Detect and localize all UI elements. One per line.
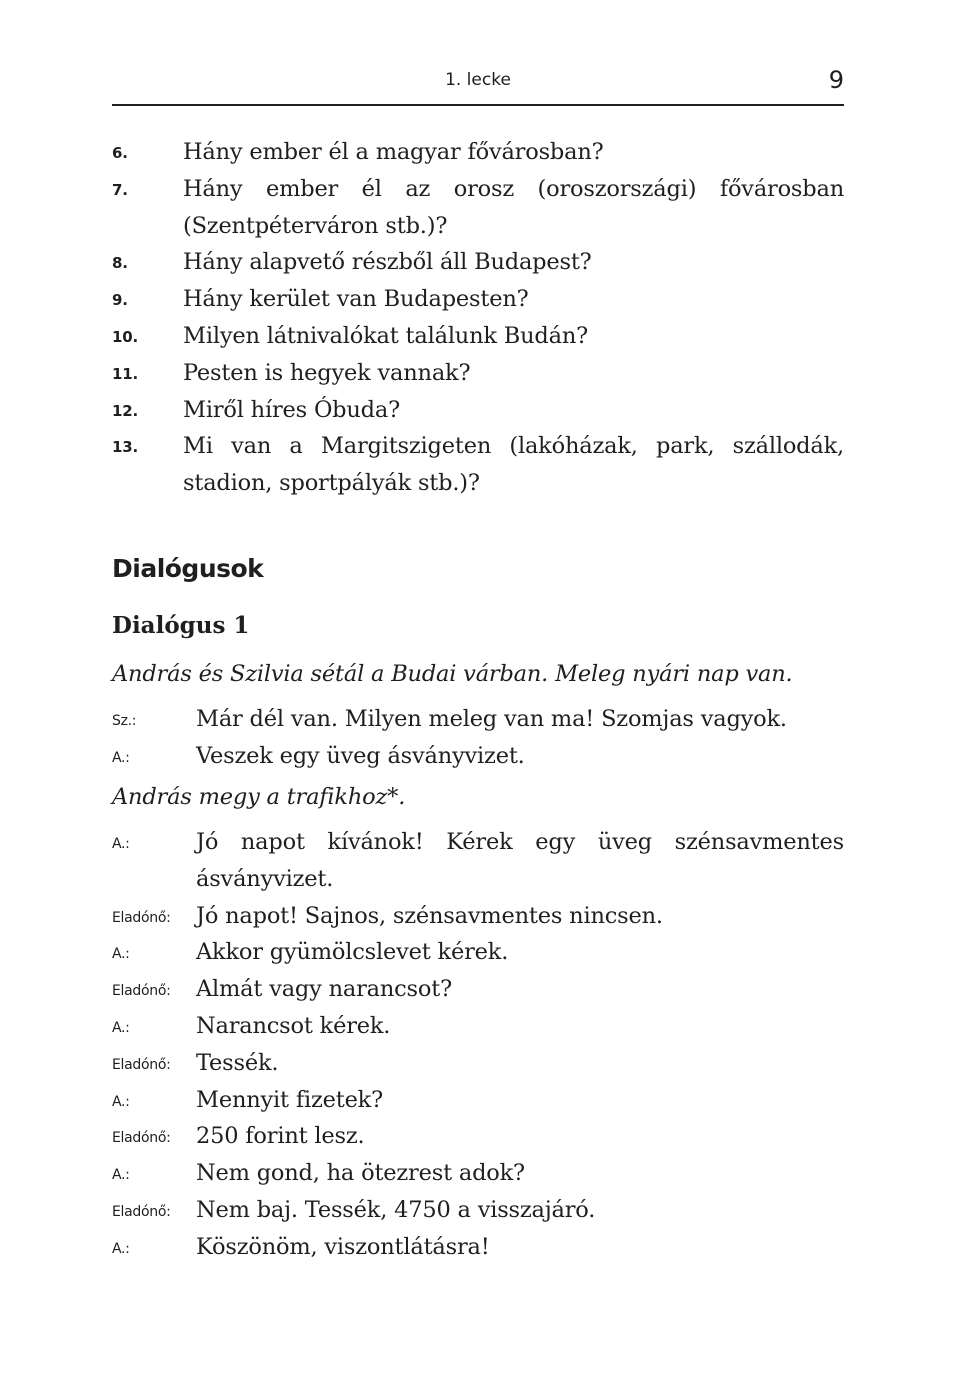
question-text: Pesten is hegyek vannak? (183, 359, 471, 386)
dialog-part-1 (112, 701, 844, 775)
question-text: Hány kerület van Budapesten? (183, 286, 529, 313)
dialog-line (112, 1008, 844, 1045)
question-item (112, 392, 844, 429)
question-number: 8. (112, 254, 128, 273)
chapter-title: 1. lecke (445, 70, 511, 90)
page-header (112, 64, 844, 106)
speaker-label: A.: (112, 946, 130, 963)
dialog-text: Tessék. (196, 1049, 279, 1076)
dialog-intro: András megy a trafikhoz*. (112, 784, 406, 810)
question-number: 9. (112, 291, 128, 310)
dialog-part-2 (112, 824, 844, 1266)
question-item (112, 355, 844, 392)
question-number: 12. (112, 401, 138, 420)
dialog-text: Nem baj. Tessék, 4750 a visszajáró. (196, 1196, 596, 1223)
dialog-text: 250 forint lesz. (196, 1123, 365, 1150)
question-text: Milyen látnivalókat találunk Budán? (183, 322, 588, 349)
dialog-line (112, 701, 844, 738)
speaker-label: A.: (112, 749, 130, 766)
dialog-line (112, 738, 844, 775)
question-text: Miről híres Óbuda? (183, 396, 400, 423)
speaker-label: Eladónő: (112, 983, 171, 1000)
question-number: 10. (112, 327, 138, 346)
speaker-label: Sz.: (112, 713, 137, 729)
question-number: 6. (112, 144, 128, 162)
speaker-label: A.: (112, 1240, 130, 1257)
speaker-label: A.: (112, 1093, 130, 1110)
question-item (112, 244, 844, 281)
dialog-line (112, 971, 844, 1008)
dialog-line (112, 934, 844, 971)
speaker-label: A.: (112, 1167, 130, 1184)
question-text: Mi van a Margitszigeten (lakóházak, park, szállodák, stadion, sportpályák stb.)? (183, 433, 844, 497)
dialog-text: Már dél van. Milyen meleg van ma! Szomjas vagyok. (196, 706, 787, 732)
dialog-text: Jó napot! Sajnos, szénsavmentes nincsen. (196, 902, 663, 929)
question-list (112, 134, 844, 502)
question-item (112, 318, 844, 355)
dialog-line (112, 1118, 844, 1155)
section-title: Dialógusok (112, 554, 264, 583)
page-number: 9 (828, 66, 844, 94)
dialog-text: Jó napot kívánok! Kérek egy üveg szénsavmentes ásványvizet. (196, 829, 844, 892)
question-item (112, 134, 844, 171)
dialog-line (112, 1229, 844, 1266)
dialog-line (112, 1045, 844, 1082)
dialog-text: Köszönöm, viszontlátásra! (196, 1233, 490, 1260)
question-text: Hány ember él az orosz (oroszországi) fővárosban (Szentpéterváron stb.)? (183, 175, 844, 239)
dialog-text: Mennyit fizetek? (196, 1086, 383, 1113)
question-text: Hány ember él a magyar fővárosban? (183, 139, 604, 165)
dialog-intro: András és Szilvia sétál a Budai várban. Meleg nyári nap van. (112, 661, 793, 687)
dialog-text: Nem gond, ha ötezrest adok? (196, 1160, 525, 1187)
dialog-text: Narancsot kérek. (196, 1012, 391, 1039)
question-number: 13. (112, 438, 138, 457)
question-text: Hány alapvető részből áll Budapest? (183, 249, 592, 276)
dialog-title: Dialógus 1 (112, 612, 250, 639)
question-item (112, 171, 844, 245)
dialog-text: Akkor gyümölcslevet kérek. (196, 939, 509, 966)
dialog-line (112, 824, 844, 898)
question-number: 7. (112, 180, 128, 199)
dialog-line (112, 1082, 844, 1119)
question-number: 11. (112, 364, 138, 383)
speaker-label: Eladónő: (112, 1056, 171, 1073)
dialog-line (112, 898, 844, 935)
dialog-line (112, 1192, 844, 1229)
speaker-label: Eladónő: (112, 909, 171, 926)
dialog-line (112, 1155, 844, 1192)
question-item (112, 428, 844, 502)
speaker-label: A.: (112, 836, 130, 852)
question-item (112, 281, 844, 318)
speaker-label: A.: (112, 1019, 130, 1036)
speaker-label: Eladónő: (112, 1203, 171, 1220)
dialog-text: Almát vagy narancsot? (196, 976, 452, 1003)
dialog-text: Veszek egy üveg ásványvizet. (196, 742, 525, 769)
speaker-label: Eladónő: (112, 1130, 171, 1147)
